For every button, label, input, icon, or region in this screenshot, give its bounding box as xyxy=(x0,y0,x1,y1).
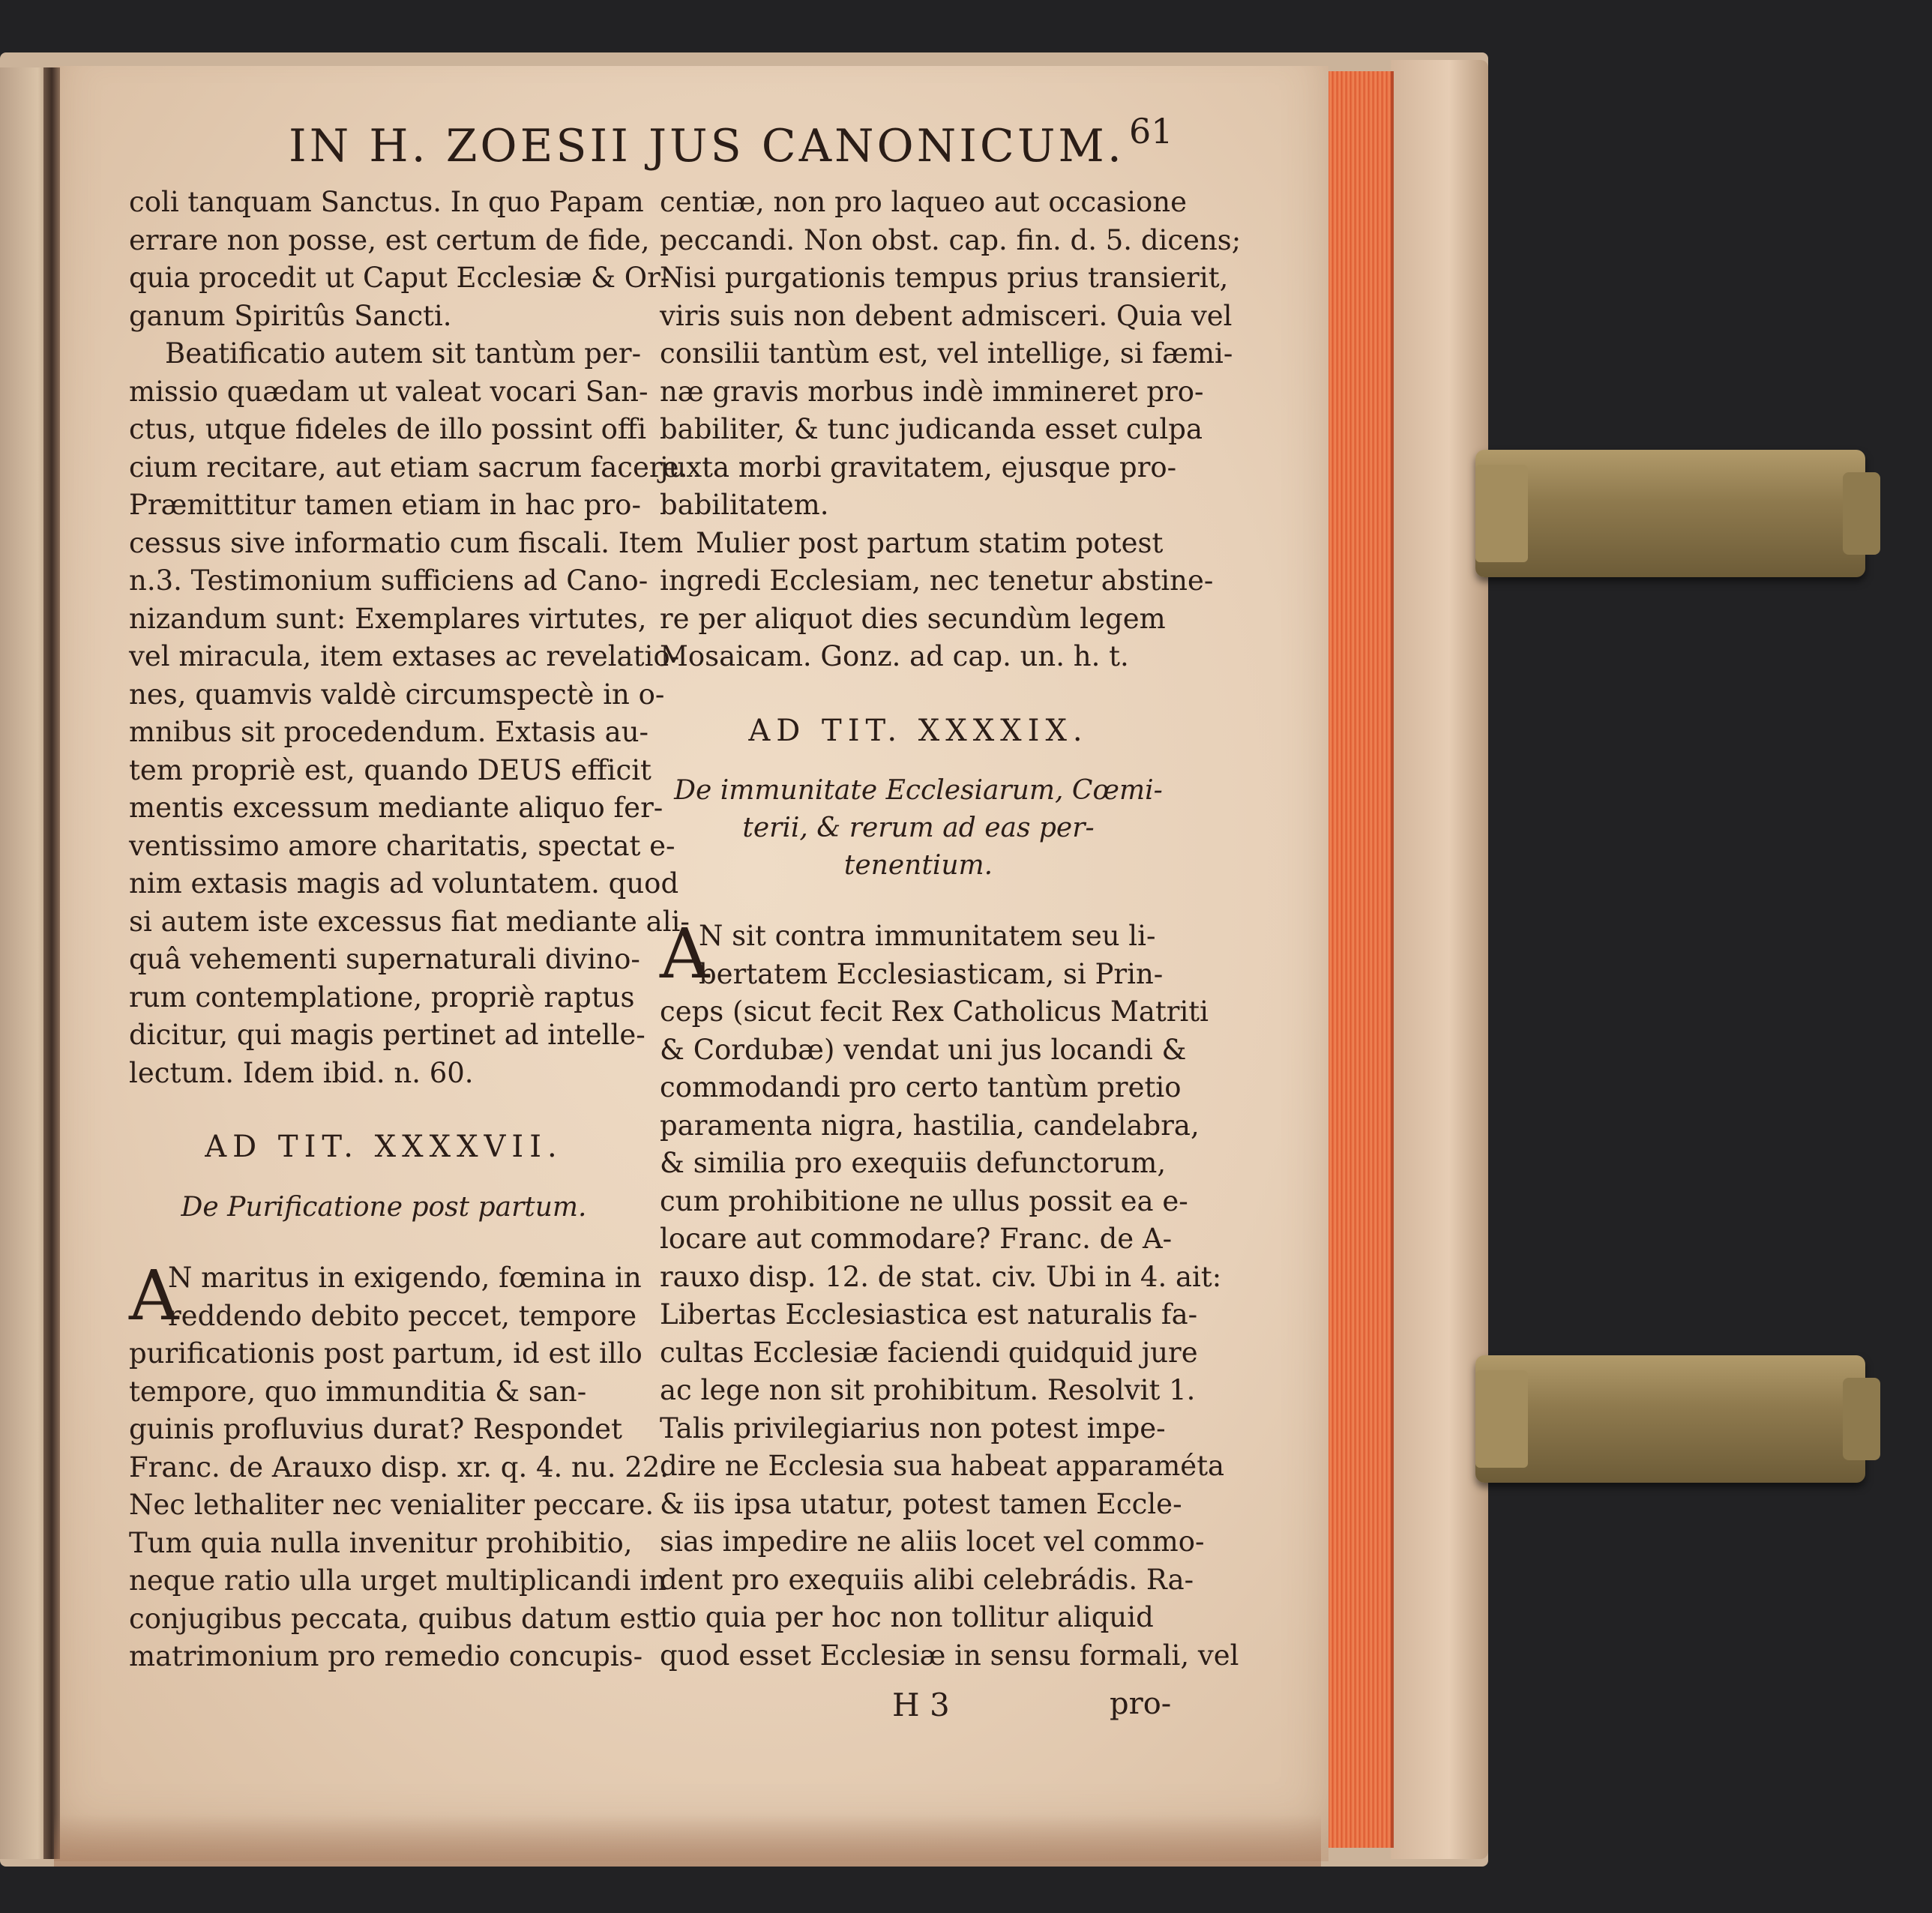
text-line: dire ne Ecclesia sua habeat apparaméta xyxy=(660,1450,1225,1482)
text-line: matrimonium pro remedio concupis- xyxy=(129,1640,643,1672)
text-line: rauxo disp. 12. de stat. civ. Ubi in 4. ait: xyxy=(660,1260,1222,1293)
text-line: Libertas Ecclesiastica est naturalis fa- xyxy=(660,1298,1198,1331)
text-line: paramenta nigra, hastilia, candelabra, xyxy=(660,1109,1200,1142)
text-line: Mulier post partum statim potest xyxy=(696,526,1164,559)
text-line: ceps (sicut fecit Rex Catholicus Matriti xyxy=(660,995,1209,1028)
text-line: quâ vehementi supernaturali divino- xyxy=(129,943,640,975)
paragraph-with-dropcap xyxy=(129,1256,669,1676)
text-line: centiæ, non pro laqueo aut occasione xyxy=(660,186,1188,218)
text-line: næ gravis morbus indè immineret pro- xyxy=(660,375,1204,408)
text-line: mentis excessum mediante aliquo fer- xyxy=(129,792,663,824)
text-line: Præmittitur tamen etiam in hac pro- xyxy=(129,489,641,521)
text-line: cium recitare, aut etiam sacrum facere. xyxy=(129,451,688,483)
section-title: AD TIT. XXXXVII. xyxy=(205,1130,563,1164)
right-column xyxy=(660,184,1242,1675)
text-line: guinis profluvius durat? Respondet xyxy=(129,1413,622,1445)
page-edges xyxy=(1319,71,1394,1848)
left-column xyxy=(129,184,690,1676)
text-line: cessus sive informatio cum fiscali. Item xyxy=(129,526,684,559)
dropcap: A xyxy=(129,1256,179,1336)
text-line: si autem iste excessus fiat mediante ali- xyxy=(129,905,690,938)
text-line: locare aut commodare? Franc. de A- xyxy=(660,1223,1173,1255)
text-line: dent pro exequiis alibi celebrádis. Ra- xyxy=(660,1563,1194,1596)
text-line: rum contemplatione, propriè raptus xyxy=(129,980,635,1013)
catchword: pro- xyxy=(1110,1687,1172,1721)
text-line: nim extasis magis ad voluntatem. quod xyxy=(129,867,679,900)
text-line: bertatem Ecclesiasticam, si Prin- xyxy=(699,957,1164,990)
text-line: juxta morbi gravitatem, ejusque pro- xyxy=(660,451,1177,483)
text-line: mnibus sit procedendum. Extasis au- xyxy=(129,716,649,748)
text-line: Nec lethaliter nec venialiter peccare. xyxy=(129,1489,654,1521)
text-line: cultas Ecclesiæ faciendi quidquid jure xyxy=(660,1336,1198,1369)
text-line: ganum Spiritûs Sancti. xyxy=(129,299,452,332)
text-line: tempore, quo immunditia & san- xyxy=(129,1375,587,1408)
text-line: dicitur, qui magis pertinet ad intelle- xyxy=(129,1019,645,1051)
text-line: quia procedit ut Caput Ecclesiæ & Or- xyxy=(129,262,670,294)
text-line: cum prohibitione ne ullus possit ea e- xyxy=(660,1184,1188,1217)
text-line: viris suis non debent admisceri. Quia vel xyxy=(660,299,1233,332)
clasp-bottom xyxy=(1475,1355,1865,1483)
text-line: neque ratio ulla urget multiplicandi in xyxy=(129,1564,666,1597)
left-column-top-text xyxy=(129,184,690,1092)
page-bottom-stain xyxy=(54,1814,1321,1867)
text-line: & Cordubæ) vendat uni jus locandi & xyxy=(660,1033,1187,1066)
text-line: reddendo debito peccet, tempore xyxy=(168,1299,637,1332)
cover-edge xyxy=(1391,60,1488,1859)
text-line: sias impedire ne aliis locet vel commo- xyxy=(660,1525,1205,1558)
text-line: Franc. de Arauxo disp. xr. q. 4. nu. 22. xyxy=(129,1450,669,1483)
text-line: & iis ipsa utatur, potest tamen Eccle- xyxy=(660,1487,1182,1520)
text-line: ctus, utque fideles de illo possint offi xyxy=(129,413,647,445)
section-subtitle xyxy=(660,772,1177,885)
subtitle-line: tenentium. xyxy=(843,850,993,881)
text-line: tio quia per hoc non tollitur aliquid xyxy=(660,1601,1154,1633)
section-subtitle: De Purificatione post partum. xyxy=(181,1191,587,1223)
text-line: tem propriè est, quando DEUS efficit xyxy=(129,753,651,786)
text-line: coli tanquam Sanctus. In quo Papam xyxy=(129,186,644,218)
text-line: peccandi. Non obst. cap. fin. d. 5. dicens; xyxy=(660,223,1242,256)
paragraph-with-dropcap xyxy=(660,914,1239,1675)
page-gutter xyxy=(43,67,60,1859)
text-line: & similia pro exequiis defunctorum, xyxy=(660,1147,1167,1179)
page-number: 61 xyxy=(1129,111,1173,151)
text-line: Talis privilegiarius non potest impe- xyxy=(660,1412,1166,1444)
text-line: lectum. Idem ibid. n. 60. xyxy=(129,1056,474,1089)
text-line: ac lege non sit prohibitum. Resolvit 1. xyxy=(660,1374,1196,1406)
clasp-top xyxy=(1475,450,1865,577)
text-line: nes, quamvis valdè circumspectè in o- xyxy=(129,678,665,711)
dropcap: A xyxy=(660,914,710,994)
text-line: conjugibus peccata, quibus datum est xyxy=(129,1602,662,1635)
text-line: Mosaicam. Gonz. ad cap. un. h. t. xyxy=(660,640,1129,672)
text-line: Tum quia nulla invenitur prohibitio, xyxy=(129,1526,633,1559)
subtitle-line: De immunitate Ecclesiarum, Cœmi- xyxy=(674,775,1163,806)
text-line: N maritus in exigendo, fœmina in xyxy=(168,1262,642,1294)
text-line: re per aliquot dies secundùm legem xyxy=(660,602,1166,635)
subtitle-line: terii, & rerum ad eas per- xyxy=(742,813,1095,843)
text-line: purificationis post partum, id est illo xyxy=(129,1337,643,1370)
section-title: AD TIT. XXXXIX. xyxy=(748,713,1089,748)
text-line: n.3. Testimonium sufficiens ad Cano- xyxy=(129,564,648,597)
text-line: missio quædam ut valeat vocari San- xyxy=(129,375,648,408)
text-line: ventissimo amore charitatis, spectat e- xyxy=(129,829,675,862)
text-line: quod esset Ecclesiæ in sensu formali, vel xyxy=(660,1639,1239,1672)
text-line: Nisi purgationis tempus prius transierit, xyxy=(660,262,1229,294)
text-line: commodandi pro certo tantùm pretio xyxy=(660,1071,1182,1103)
text-line: consilii tantùm est, vel intellige, si fæmi- xyxy=(660,337,1233,370)
text-line: nizandum sunt: Exemplares virtutes, xyxy=(129,602,647,635)
running-title: IN H. ZOESII JUS CANONICUM. xyxy=(289,120,1125,172)
text-line: N sit contra immunitatem seu li- xyxy=(699,920,1156,952)
text-line: vel miracula, item extases ac revelatio- xyxy=(129,640,680,672)
text-line: babilitatem. xyxy=(660,489,829,521)
text-line: Beatificatio autem sit tantùm per- xyxy=(165,337,642,370)
text-line: errare non posse, est certum de fide, xyxy=(129,223,650,256)
signature-mark: H 3 xyxy=(892,1687,950,1723)
text-line: ingredi Ecclesiam, nec tenetur abstine- xyxy=(660,564,1214,597)
right-column-top-text xyxy=(660,184,1242,676)
text-line: babiliter, & tunc judicanda esset culpa xyxy=(660,413,1203,445)
